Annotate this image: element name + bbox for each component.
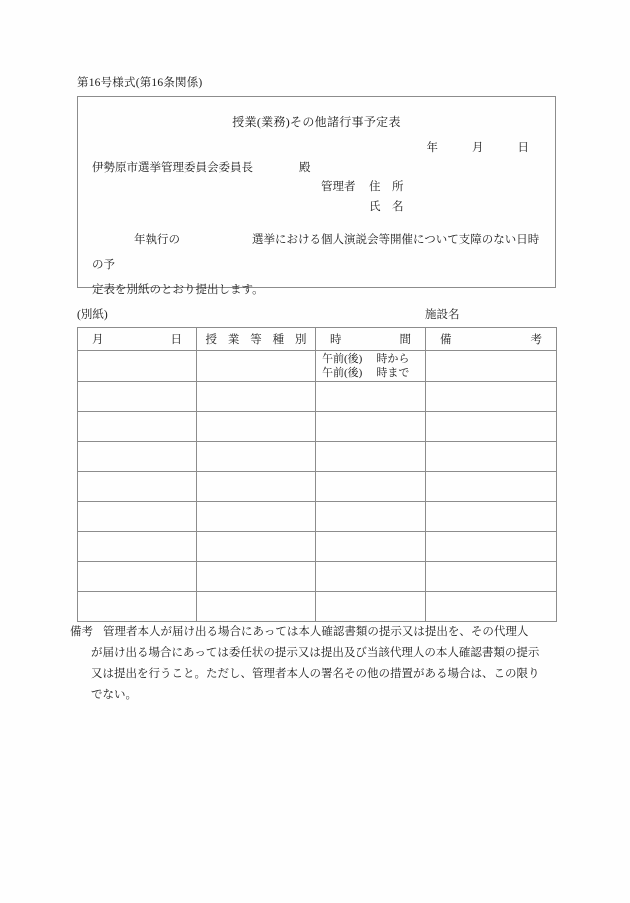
header-remark <box>426 328 557 351</box>
header-remark-left: 備 <box>440 334 452 346</box>
cell-remark[interactable] <box>426 382 557 412</box>
manager-name-label: 氏 名 <box>369 201 404 213</box>
cell-remark[interactable] <box>426 351 557 382</box>
cell-class-type[interactable] <box>197 382 316 412</box>
table-row <box>78 351 557 382</box>
body-year-lead: 年執行の <box>134 234 180 246</box>
application-body-text <box>92 228 543 303</box>
table-row <box>78 442 557 472</box>
header-month-day <box>78 328 197 351</box>
header-time-left: 時 <box>330 334 342 346</box>
cell-class-type[interactable] <box>197 442 316 472</box>
body-line1-rest: 選挙における個人演説会等開催について支障のない日時の予 <box>92 234 540 271</box>
schedule-table-body <box>78 351 557 622</box>
manager-name-row <box>321 197 404 217</box>
cell-month-day[interactable] <box>78 502 197 532</box>
cell-remark[interactable] <box>426 442 557 472</box>
footnote-line-1 <box>70 622 562 643</box>
time-to-unit: 時まで <box>376 366 410 379</box>
date-line <box>427 139 530 155</box>
cell-class-type[interactable] <box>197 412 316 442</box>
cell-class-type[interactable] <box>197 351 316 382</box>
cell-time[interactable] <box>316 472 426 502</box>
header-day: 日 <box>170 334 182 346</box>
time-to-label: 午前(後) <box>322 366 363 379</box>
footnote-line-2: が届け出る場合にあっては委任状の提示又は提出及び当該代理人の本人確認書類の提示 <box>91 647 540 659</box>
cell-time[interactable] <box>316 351 426 382</box>
table-row <box>78 382 557 412</box>
time-from-label: 午前(後) <box>322 353 363 365</box>
cell-class-type[interactable] <box>197 562 316 592</box>
cell-time[interactable] <box>316 502 426 532</box>
manager-address-row <box>321 177 404 197</box>
header-class-type-label: 授 業 等 種 別 <box>205 334 311 346</box>
manager-label: 管理者 <box>321 181 356 193</box>
cell-remark[interactable] <box>426 562 557 592</box>
cell-month-day[interactable] <box>78 351 197 382</box>
cell-time[interactable] <box>316 412 426 442</box>
header-remark-right: 考 <box>530 334 542 346</box>
body-line2: 定表を別紙のとおり提出します。 <box>92 284 264 296</box>
cell-time[interactable] <box>316 532 426 562</box>
cell-remark[interactable] <box>426 532 557 562</box>
table-header-row <box>78 328 557 351</box>
form-number: 第16号様式(第16条関係) <box>77 77 203 89</box>
cell-time[interactable] <box>316 592 426 622</box>
header-time-right: 間 <box>399 334 411 346</box>
table-row <box>78 592 557 622</box>
cell-month-day[interactable] <box>78 442 197 472</box>
document-title: 授業(業務)その他諸行事予定表 <box>232 115 401 129</box>
header-class-type <box>197 328 316 351</box>
time-from-unit: 時から <box>376 353 410 365</box>
cell-month-day[interactable] <box>78 472 197 502</box>
table-row <box>78 532 557 562</box>
manager-address-label: 住 所 <box>369 181 404 193</box>
table-row <box>78 472 557 502</box>
date-year-label: 年 <box>426 142 438 154</box>
cell-month-day[interactable] <box>78 592 197 622</box>
header-month: 月 <box>92 334 104 346</box>
addressee-honorific: 殿 <box>299 162 311 174</box>
cell-month-day[interactable] <box>78 412 197 442</box>
footnote-label: 備考 <box>70 626 93 638</box>
cell-time[interactable] <box>316 442 426 472</box>
time-range-template <box>316 351 425 380</box>
attachment-label: (別紙) <box>77 309 108 321</box>
addressee-line <box>92 159 311 175</box>
cell-remark[interactable] <box>426 592 557 622</box>
cell-remark[interactable] <box>426 502 557 532</box>
table-row <box>78 412 557 442</box>
cell-class-type[interactable] <box>197 532 316 562</box>
cell-class-type[interactable] <box>197 472 316 502</box>
cell-remark[interactable] <box>426 412 557 442</box>
date-month-label: 月 <box>472 142 484 154</box>
cell-time[interactable] <box>316 562 426 592</box>
application-header-box <box>77 96 556 296</box>
cell-time[interactable] <box>316 382 426 412</box>
table-row <box>78 562 557 592</box>
schedule-table <box>77 327 557 622</box>
cell-class-type[interactable] <box>197 592 316 622</box>
footnote-line-3: 又は提出を行うこと。ただし、管理者本人の署名その他の措置がある場合は、この限り <box>91 668 540 680</box>
table-row <box>78 502 557 532</box>
footnote-text-1: 管理者本人が届け出る場合にあっては本人確認書類の提示又は提出を、その代理人 <box>103 626 529 638</box>
header-time <box>316 328 426 351</box>
addressee-name: 伊勢原市選挙管理委員会委員長 <box>92 162 253 174</box>
cell-remark[interactable] <box>426 472 557 502</box>
cell-month-day[interactable] <box>78 532 197 562</box>
manager-block <box>321 177 404 217</box>
footnote <box>70 622 562 706</box>
cell-class-type[interactable] <box>197 502 316 532</box>
footnote-line-4: でない。 <box>91 689 137 701</box>
date-day-label: 日 <box>517 142 529 154</box>
cell-month-day[interactable] <box>78 382 197 412</box>
facility-name-label: 施設名 <box>425 309 460 321</box>
cell-month-day[interactable] <box>78 562 197 592</box>
